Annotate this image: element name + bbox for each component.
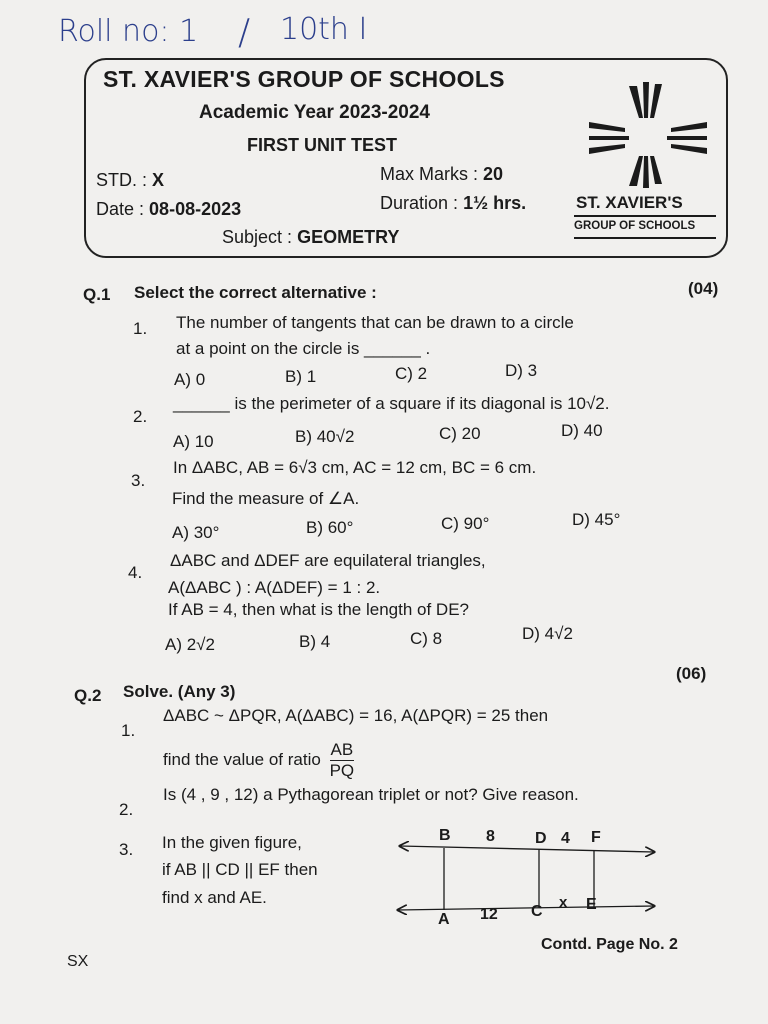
paper-code: SX <box>67 953 89 970</box>
point-label-e: E <box>586 896 597 913</box>
q1-label: Q.1 <box>83 285 111 304</box>
q1-option: D) 45° <box>572 510 621 529</box>
q1-option: C) 20 <box>439 424 481 443</box>
handwritten-roll-number: Roll no: 1 <box>58 14 199 49</box>
q2-marks: (06) <box>676 664 707 683</box>
q1-item-text: A(ΔABC ) : A(ΔDEF) = 1 : 2. <box>168 578 381 597</box>
q2-item-text <box>163 740 354 781</box>
segment-label-ce: x <box>559 894 568 911</box>
q1-item-text: In ΔABC, AB = 6√3 cm, AC = 12 cm, BC = 6 cm. <box>173 458 537 477</box>
q2-item-text: In the given figure, <box>162 833 302 852</box>
school-name: ST. XAVIER'S GROUP OF SCHOOLS <box>103 66 505 92</box>
q2-ratio-prompt: find the value of ratio <box>163 749 321 769</box>
q1-item-number: 1. <box>133 319 148 338</box>
std-field <box>96 170 164 191</box>
q1-item-text: Find the measure of ∠A. <box>172 489 360 508</box>
segment-label-df: 4 <box>561 830 570 847</box>
school-logo-icon <box>585 78 715 188</box>
fraction-denominator: PQ <box>329 761 355 780</box>
test-name: FIRST UNIT TEST <box>247 135 397 155</box>
academic-year: Academic Year 2023-2024 <box>199 102 430 123</box>
q1-item-number: 4. <box>128 563 143 582</box>
subject-value: GEOMETRY <box>297 227 400 247</box>
lower-transversal-line <box>398 906 654 910</box>
point-label-a: A <box>438 911 450 928</box>
fraction-numerator: AB <box>330 740 354 759</box>
q1-item-text: at a point on the circle is ______ . <box>176 339 431 358</box>
date-label: Date : <box>96 199 145 219</box>
q2-item-text: find x and AE. <box>162 888 267 907</box>
subject-field <box>222 227 399 248</box>
q1-option: B) 4 <box>299 632 331 651</box>
point-label-b: B <box>439 827 451 844</box>
continued-note: Contd. Page No. 2 <box>541 936 678 953</box>
date-value: 08-08-2023 <box>149 199 242 219</box>
logo-underline <box>574 237 716 239</box>
ratio-fraction <box>330 740 355 781</box>
point-label-c: C <box>531 903 543 920</box>
max-marks-field <box>380 164 503 185</box>
q2-item-text: ΔABC ~ ΔPQR, A(ΔABC) = 16, A(ΔPQR) = 25 then <box>163 706 549 725</box>
q2-item-text: Is (4 , 9 , 12) a Pythagorean triplet or not? Give reason. <box>163 785 579 804</box>
q1-option: C) 90° <box>441 514 490 533</box>
duration-value: 1½ hrs. <box>463 193 527 213</box>
q1-option: C) 8 <box>410 629 443 648</box>
subject-label: Subject : <box>222 227 293 247</box>
q1-option: A) 30° <box>172 523 220 542</box>
q1-option: B) 1 <box>285 367 317 386</box>
q1-item-text: ΔABC and ΔDEF are equilateral triangles, <box>170 551 486 570</box>
q1-item-number: 3. <box>131 471 146 490</box>
std-value: X <box>152 170 165 190</box>
q1-item-text: If AB = 4, then what is the length of DE? <box>168 600 469 619</box>
q2-label: Q.2 <box>74 686 102 705</box>
q1-marks: (04) <box>688 279 719 298</box>
q1-option: A) 10 <box>173 432 214 451</box>
q2-title: Solve. (Any 3) <box>123 682 236 701</box>
q1-option: D) 40 <box>561 421 603 440</box>
handwritten-class: 10th I <box>280 12 368 47</box>
upper-transversal-line <box>400 846 654 852</box>
logo-subtitle: GROUP OF SCHOOLS <box>574 220 696 232</box>
handwritten-separator: / <box>238 12 251 53</box>
q2-item-text: if AB || CD || EF then <box>162 860 318 879</box>
date-field <box>96 199 241 220</box>
segment-label-bd: 8 <box>486 828 495 845</box>
logo-name: ST. XAVIER'S <box>576 193 683 212</box>
duration-field <box>380 193 526 214</box>
q2-item-number: 2. <box>119 800 134 819</box>
q1-option: D) 3 <box>505 361 538 380</box>
q1-option: A) 2√2 <box>165 635 215 654</box>
q1-option: A) 0 <box>174 370 206 389</box>
max-marks-label: Max Marks : <box>380 164 479 184</box>
logo-divider <box>574 215 716 217</box>
max-marks-value: 20 <box>483 164 504 184</box>
q1-item-number: 2. <box>133 407 148 426</box>
q1-option: B) 40√2 <box>295 427 355 446</box>
point-label-d: D <box>535 830 547 847</box>
std-label: STD. : <box>96 170 148 190</box>
q2-item-number: 1. <box>121 721 136 740</box>
q1-option: B) 60° <box>306 518 354 537</box>
q1-item-text: ______ is the perimeter of a square if its diagonal is 10√2. <box>173 394 610 413</box>
duration-label: Duration : <box>380 193 459 213</box>
segment-label-ac: 12 <box>480 906 498 923</box>
q1-option: C) 2 <box>395 364 428 383</box>
point-label-f: F <box>591 829 601 846</box>
q1-option: D) 4√2 <box>522 624 573 643</box>
q2-item-number: 3. <box>119 840 134 859</box>
q1-item-text: The number of tangents that can be drawn to a circle <box>176 313 574 332</box>
q1-title: Select the correct alternative : <box>134 283 377 302</box>
